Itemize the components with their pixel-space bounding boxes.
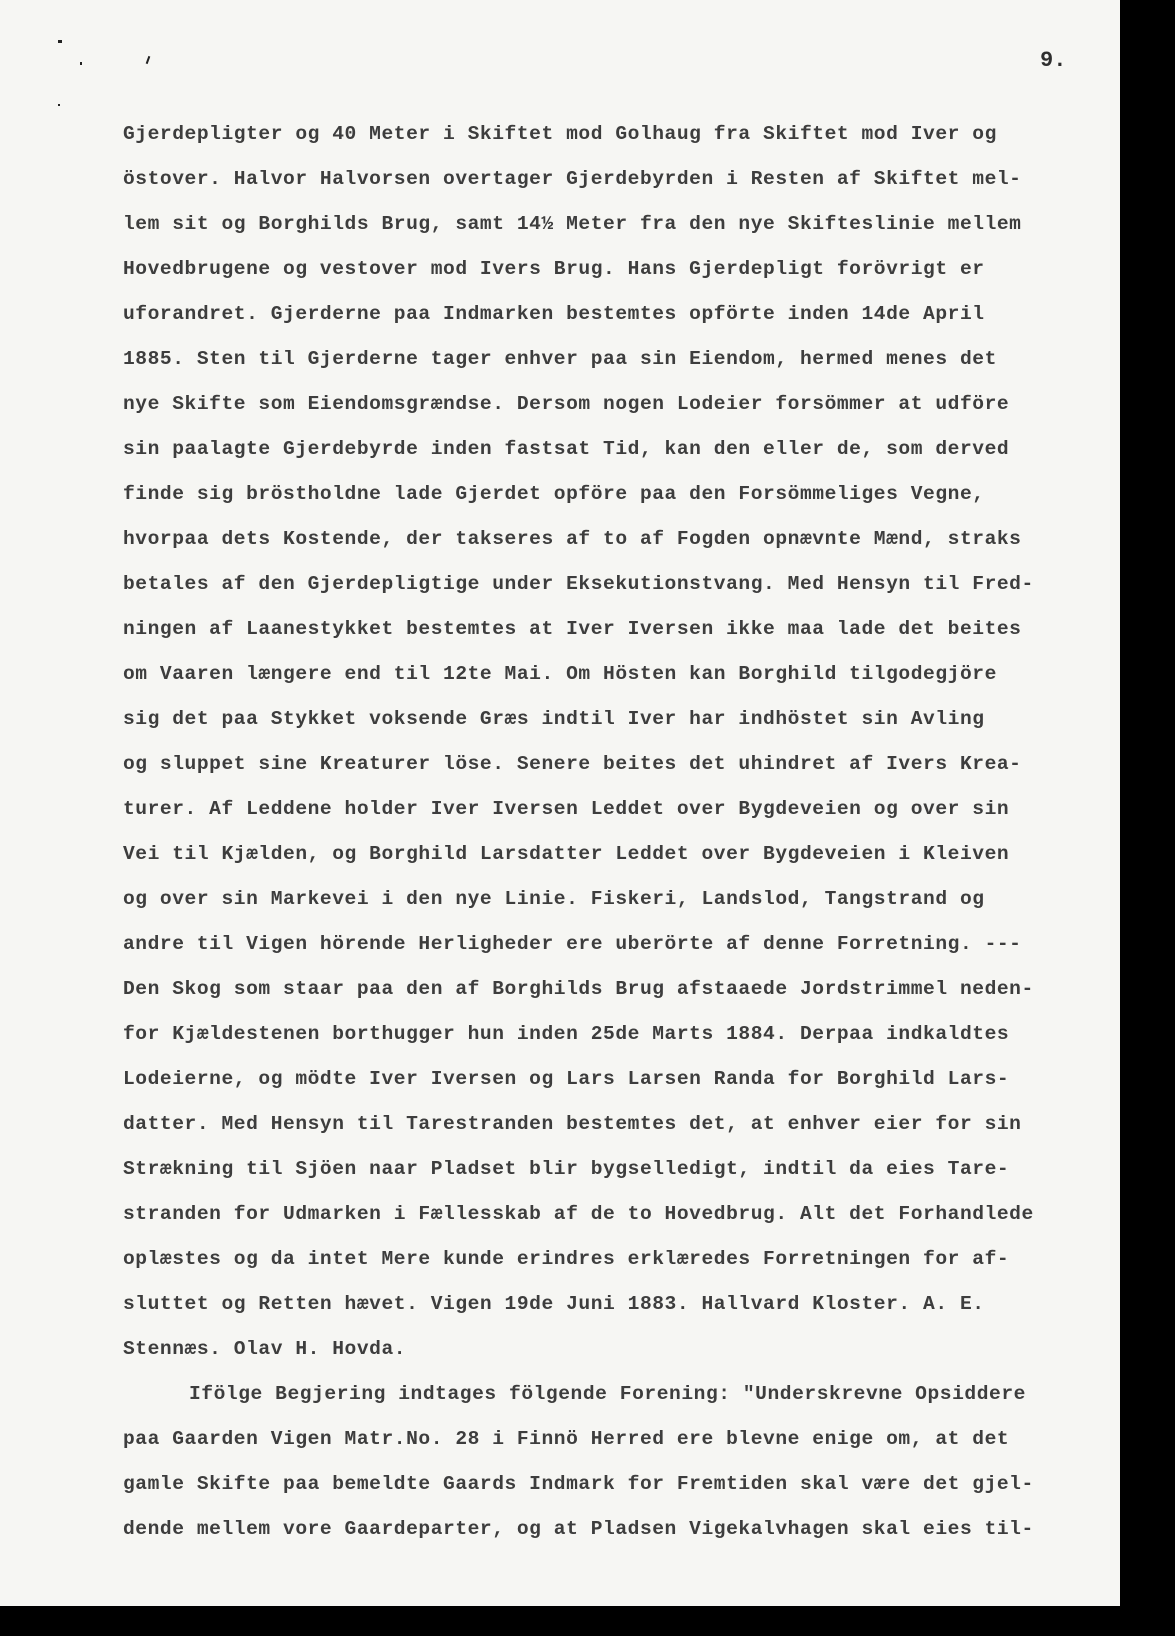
text-line: oplæstes og da intet Mere kunde erindres erklæredes Forretningen for af- [123,1248,1010,1270]
text-line: lem sit og Borghilds Brug, samt 14½ Meter fra den nye Skifteslinie mellem [123,213,1022,235]
text-line: datter. Med Hensyn til Tarestranden bestemtes det, at enhver eier for sin [123,1113,1022,1135]
text-line: Den Skog som staar paa den af Borghilds Brug afstaaede Jordstrimmel neden- [123,978,1034,1000]
text-line: stranden for Udmarken i Fællesskab af de to Hovedbrug. Alt det Forhandlede [123,1203,1034,1225]
text-line: Hovedbrugene og vestover mod Ivers Brug. Hans Gjerdepligt forövrigt er [123,258,985,280]
body-text [123,112,1113,1552]
text-line: paa Gaarden Vigen Matr.No. 28 i Finnö Herred ere blevne enige om, at det [123,1428,1010,1450]
page-number: 9. [1040,48,1067,73]
text-line: sig det paa Stykket voksende Græs indtil Iver har indhöstet sin Avling [123,708,985,730]
text-line: Strækning til Sjöen naar Pladset blir bygselledigt, indtil da eies Tare- [123,1158,1010,1180]
text-line: om Vaaren længere end til 12te Mai. Om Hösten kan Borghild tilgodegjöre [123,663,997,685]
text-line: hvorpaa dets Kostende, der takseres af to af Fogden opnævnte Mænd, straks [123,528,1022,550]
text-line: sin paalagte Gjerdebyrde inden fastsat Tid, kan den eller de, som derved [123,438,1010,460]
paragraph-start-line: Ifölge Begjering indtages fölgende Forening: "Underskrevne Opsiddere [189,1383,1026,1405]
text-line: östover. Halvor Halvorsen overtager Gjerdebyrden i Resten af Skiftet mel- [123,168,1022,190]
text-line: turer. Af Leddene holder Iver Iversen Leddet over Bygdeveien og over sin [123,798,1010,820]
scan-speck [58,40,62,43]
text-line: dende mellem vore Gaardeparter, og at Pladsen Vigekalvhagen skal eies til- [123,1518,1034,1540]
text-line: Lodeierne, og mödte Iver Iversen og Lars Larsen Randa for Borghild Lars- [123,1068,1010,1090]
scan-speck [80,62,82,65]
text-line: finde sig bröstholdne lade Gjerdet opföre paa den Forsömmeliges Vegne, [123,483,985,505]
text-line: sluttet og Retten hævet. Vigen 19de Juni 1883. Hallvard Kloster. A. E. [123,1293,985,1315]
text-line: og over sin Markevei i den nye Linie. Fiskeri, Landslod, Tangstrand og [123,888,985,910]
text-line: betales af den Gjerdepligtige under Eksekutionstvang. Med Hensyn til Fred- [123,573,1034,595]
text-line: for Kjældestenen borthugger hun inden 25de Marts 1884. Derpaa indkaldtes [123,1023,1010,1045]
text-line: 1885. Sten til Gjerderne tager enhver paa sin Eiendom, hermed menes det [123,348,997,370]
scan-speck [146,56,151,64]
text-line: Stennæs. Olav H. Hovda. [123,1338,407,1360]
text-line: uforandret. Gjerderne paa Indmarken bestemtes opförte inden 14de April [123,303,985,325]
text-line: ningen af Laanestykket bestemtes at Iver Iversen ikke maa lade det beites [123,618,1022,640]
text-line: nye Skifte som Eiendomsgrændse. Dersom nogen Lodeier forsömmer at udföre [123,393,1010,415]
text-line: og sluppet sine Kreaturer löse. Senere beites det uhindret af Ivers Krea- [123,753,1022,775]
text-line: Gjerdepligter og 40 Meter i Skiftet mod Golhaug fra Skiftet mod Iver og [123,123,997,145]
text-line: Vei til Kjælden, og Borghild Larsdatter Leddet over Bygdeveien i Kleiven [123,843,1010,865]
text-line: andre til Vigen hörende Herligheder ere uberörte af denne Forretning. --- [123,933,1022,955]
scan-speck [58,104,60,106]
text-line: gamle Skifte paa bemeldte Gaards Indmark for Fremtiden skal være det gjel- [123,1473,1034,1495]
